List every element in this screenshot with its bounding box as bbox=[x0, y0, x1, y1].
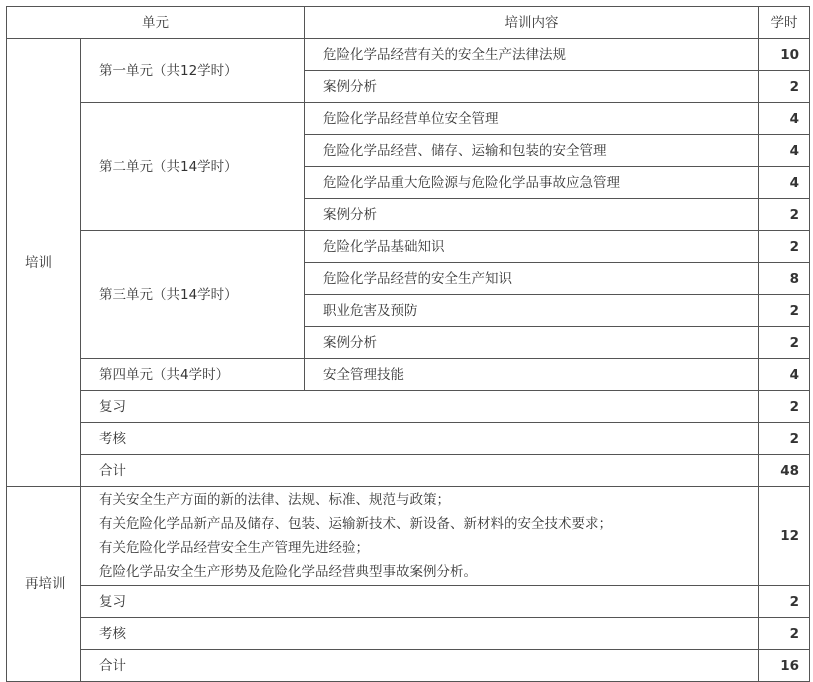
retraining-content-line: 有关危险化学品新产品及储存、包装、运输新技术、新设备、新材料的安全技术要求； bbox=[99, 516, 612, 532]
hours-cell: 4 bbox=[759, 103, 810, 135]
hours-cell: 2 bbox=[759, 618, 810, 650]
table-row bbox=[7, 586, 810, 618]
table-row bbox=[7, 650, 810, 682]
content-cell: 案例分析 bbox=[305, 327, 759, 359]
table-row bbox=[7, 231, 810, 263]
hours-cell: 4 bbox=[759, 135, 810, 167]
hours-cell: 2 bbox=[759, 71, 810, 103]
review-label: 复习 bbox=[81, 586, 759, 618]
unit-name: 第三单元（共14学时） bbox=[81, 231, 305, 359]
category-retraining: 再培训 bbox=[7, 487, 81, 682]
retraining-content bbox=[81, 487, 759, 586]
total-hours-cell: 16 bbox=[759, 650, 810, 682]
retraining-content-line: 有关安全生产方面的新的法律、法规、标准、规范与政策； bbox=[99, 492, 450, 508]
total-label: 合计 bbox=[81, 650, 759, 682]
table-row bbox=[7, 39, 810, 71]
exam-label: 考核 bbox=[81, 423, 759, 455]
unit-name: 第四单元（共4学时） bbox=[81, 359, 305, 391]
header-hours: 学时 bbox=[759, 7, 810, 39]
content-cell: 危险化学品经营、储存、运输和包装的安全管理 bbox=[305, 135, 759, 167]
hours-cell: 2 bbox=[759, 327, 810, 359]
table-row bbox=[7, 487, 810, 586]
header-content: 培训内容 bbox=[305, 7, 759, 39]
hours-cell: 2 bbox=[759, 391, 810, 423]
review-label: 复习 bbox=[81, 391, 759, 423]
retraining-content-line: 有关危险化学品经营安全生产管理先进经验； bbox=[99, 540, 369, 556]
hours-cell: 8 bbox=[759, 263, 810, 295]
content-cell: 安全管理技能 bbox=[305, 359, 759, 391]
table-row bbox=[7, 423, 810, 455]
content-cell: 案例分析 bbox=[305, 71, 759, 103]
header-unit: 单元 bbox=[7, 7, 305, 39]
hours-cell: 10 bbox=[759, 39, 810, 71]
unit-name: 第一单元（共12学时） bbox=[81, 39, 305, 103]
hours-cell: 4 bbox=[759, 167, 810, 199]
exam-label: 考核 bbox=[81, 618, 759, 650]
content-cell: 危险化学品基础知识 bbox=[305, 231, 759, 263]
header-row bbox=[7, 7, 810, 39]
table-row bbox=[7, 359, 810, 391]
content-cell: 职业危害及预防 bbox=[305, 295, 759, 327]
content-cell: 危险化学品经营的安全生产知识 bbox=[305, 263, 759, 295]
hours-cell: 4 bbox=[759, 359, 810, 391]
category-training: 培训 bbox=[7, 39, 81, 487]
table-row bbox=[7, 455, 810, 487]
hours-cell: 2 bbox=[759, 295, 810, 327]
hours-cell: 12 bbox=[759, 487, 810, 586]
table-row bbox=[7, 103, 810, 135]
table-row bbox=[7, 391, 810, 423]
total-label: 合计 bbox=[81, 455, 759, 487]
content-cell: 危险化学品经营有关的安全生产法律法规 bbox=[305, 39, 759, 71]
training-hours-table bbox=[6, 6, 810, 682]
hours-cell: 2 bbox=[759, 423, 810, 455]
hours-cell: 2 bbox=[759, 199, 810, 231]
hours-cell: 2 bbox=[759, 231, 810, 263]
content-cell: 危险化学品经营单位安全管理 bbox=[305, 103, 759, 135]
unit-name: 第二单元（共14学时） bbox=[81, 103, 305, 231]
content-cell: 危险化学品重大危险源与危险化学品事故应急管理 bbox=[305, 167, 759, 199]
content-cell: 案例分析 bbox=[305, 199, 759, 231]
table-row bbox=[7, 618, 810, 650]
hours-cell: 2 bbox=[759, 586, 810, 618]
retraining-content-line: 危险化学品安全生产形势及危险化学品经营典型事故案例分析。 bbox=[99, 564, 477, 580]
total-hours-cell: 48 bbox=[759, 455, 810, 487]
